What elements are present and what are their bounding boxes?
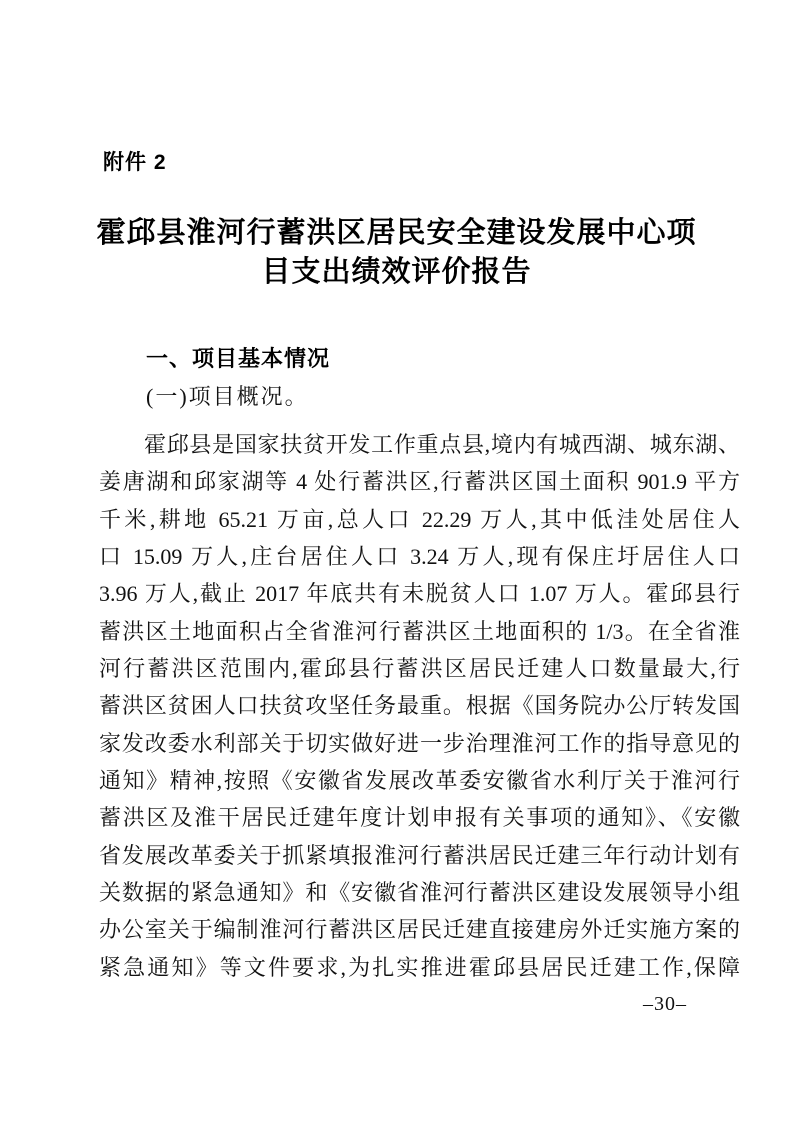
paragraph-line: 家发改委水利部关于切实做好进一步治理淮河工作的指导意见的 [99, 730, 740, 756]
paragraph-line: 姜唐湖和邱家湖等 4 处行蓄洪区,行蓄洪区国土面积 901.9 平方 [99, 469, 740, 495]
page-number: –30– [643, 993, 687, 1015]
paragraph-line: 3.96 万人,截止 2017 年底共有未脱贫人口 1.07 万人。霍邱县行 [99, 581, 740, 607]
paragraph-line: 霍邱县是国家扶贫开发工作重点县,境内有城西湖、城东湖、 [144, 432, 740, 457]
paragraph-line: 千米,耕地 65.21 万亩,总人口 22.29 万人,其中低洼处居住人 [99, 506, 740, 532]
document-title-line2: 目支出绩效评价报告 [261, 256, 532, 288]
document-title [0, 214, 793, 292]
section-heading: 一、项目基本情况 [146, 346, 331, 371]
paragraph-line: 通知》精神,按照《安徽省发展改革委安徽省水利厅关于淮河行 [99, 767, 740, 793]
subsection-heading: (一)项目概况。 [146, 384, 309, 409]
paragraph-line: 蓄洪区贫困人口扶贫攻坚任务最重。根据《国务院办公厅转发国 [99, 693, 740, 719]
paragraph-line: 口 15.09 万人,庄台居住人口 3.24 万人,现有保庄圩居住人口 [99, 543, 740, 569]
paragraph-line: 关数据的紧急通知》和《安徽省淮河行蓄洪区建设发展领导小组 [99, 879, 740, 905]
attachment-label: 附件 2 [103, 151, 167, 174]
paragraph-line: 蓄洪区土地面积占全省淮河行蓄洪区土地面积的 1/3。在全省淮 [99, 618, 740, 644]
document-title-line1: 霍邱县淮河行蓄洪区居民安全建设发展中心项 [96, 217, 697, 249]
paragraph-line: 蓄洪区及淮干居民迁建年度计划申报有关事项的通知》、《安徽 [99, 805, 740, 831]
paragraph-line: 办公室关于编制淮河行蓄洪区居民迁建直接建房外迁实施方案的 [99, 917, 740, 943]
paragraph-line: 省发展改革委关于抓紧填报淮河行蓄洪居民迁建三年行动计划有 [99, 842, 740, 868]
paragraph [99, 426, 740, 986]
paragraph-line: 紧急通知》等文件要求,为扎实推进霍邱县居民迁建工作,保障 [99, 954, 740, 980]
paragraph-line: 河行蓄洪区范围内,霍邱县行蓄洪区居民迁建人口数量最大,行 [99, 655, 740, 681]
